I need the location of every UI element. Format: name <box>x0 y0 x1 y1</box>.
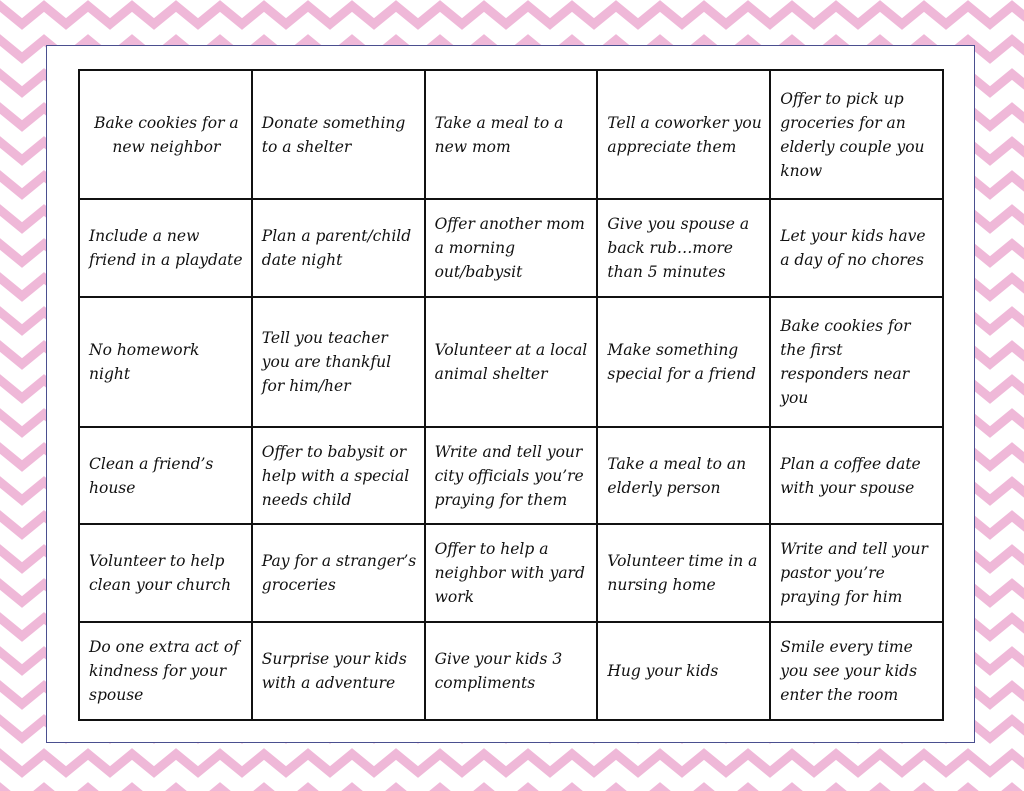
bingo-cell: Give you spouse a back rub…more than 5 minutes <box>597 199 770 297</box>
bingo-cell: Surprise your kids with a adventure <box>252 622 425 720</box>
bingo-cell: Write and tell your city officials you’re praying for them <box>425 427 598 525</box>
bingo-row <box>79 524 943 622</box>
bingo-cell: Bake cookies for a new neighbor <box>79 70 252 199</box>
bingo-cell: Tell you teacher you are thankful for him/her <box>252 297 425 426</box>
bingo-cell: Take a meal to a new mom <box>425 70 598 199</box>
bingo-row <box>79 70 943 199</box>
bingo-cell: Clean a friend’s house <box>79 427 252 525</box>
bingo-cell: Donate something to a shelter <box>252 70 425 199</box>
bingo-cell: Give your kids 3 compliments <box>425 622 598 720</box>
bingo-cell: Do one extra act of kindness for your spouse <box>79 622 252 720</box>
bingo-cell: Let your kids have a day of no chores <box>770 199 943 297</box>
bingo-cell: Include a new friend in a playdate <box>79 199 252 297</box>
bingo-cell: Offer to babysit or help with a special needs child <box>252 427 425 525</box>
bingo-cell: Write and tell your pastor you’re praying for him <box>770 524 943 622</box>
bingo-cell: Bake cookies for the first responders near you <box>770 297 943 426</box>
bingo-cell: Plan a parent/child date night <box>252 199 425 297</box>
bingo-cell: Pay for a stranger’s groceries <box>252 524 425 622</box>
bingo-cell: Take a meal to an elderly person <box>597 427 770 525</box>
bingo-row <box>79 297 943 426</box>
bingo-cell: Plan a coffee date with your spouse <box>770 427 943 525</box>
bingo-row <box>79 622 943 720</box>
bingo-row <box>79 199 943 297</box>
bingo-cell: Offer to pick up groceries for an elderly couple you know <box>770 70 943 199</box>
bingo-cell: Hug your kids <box>597 622 770 720</box>
bingo-cell: Make something special for a friend <box>597 297 770 426</box>
bingo-cell: Offer to help a neighbor with yard work <box>425 524 598 622</box>
bingo-cell: Volunteer to help clean your church <box>79 524 252 622</box>
bingo-row <box>79 427 943 525</box>
bingo-cell: Volunteer time in a nursing home <box>597 524 770 622</box>
bingo-cell: Smile every time you see your kids enter the room <box>770 622 943 720</box>
bingo-cell: No homework night <box>79 297 252 426</box>
bingo-cell: Tell a coworker you appreciate them <box>597 70 770 199</box>
kindness-bingo-grid <box>78 69 944 721</box>
bingo-cell: Offer another mom a morning out/babysit <box>425 199 598 297</box>
bingo-cell: Volunteer at a local animal shelter <box>425 297 598 426</box>
